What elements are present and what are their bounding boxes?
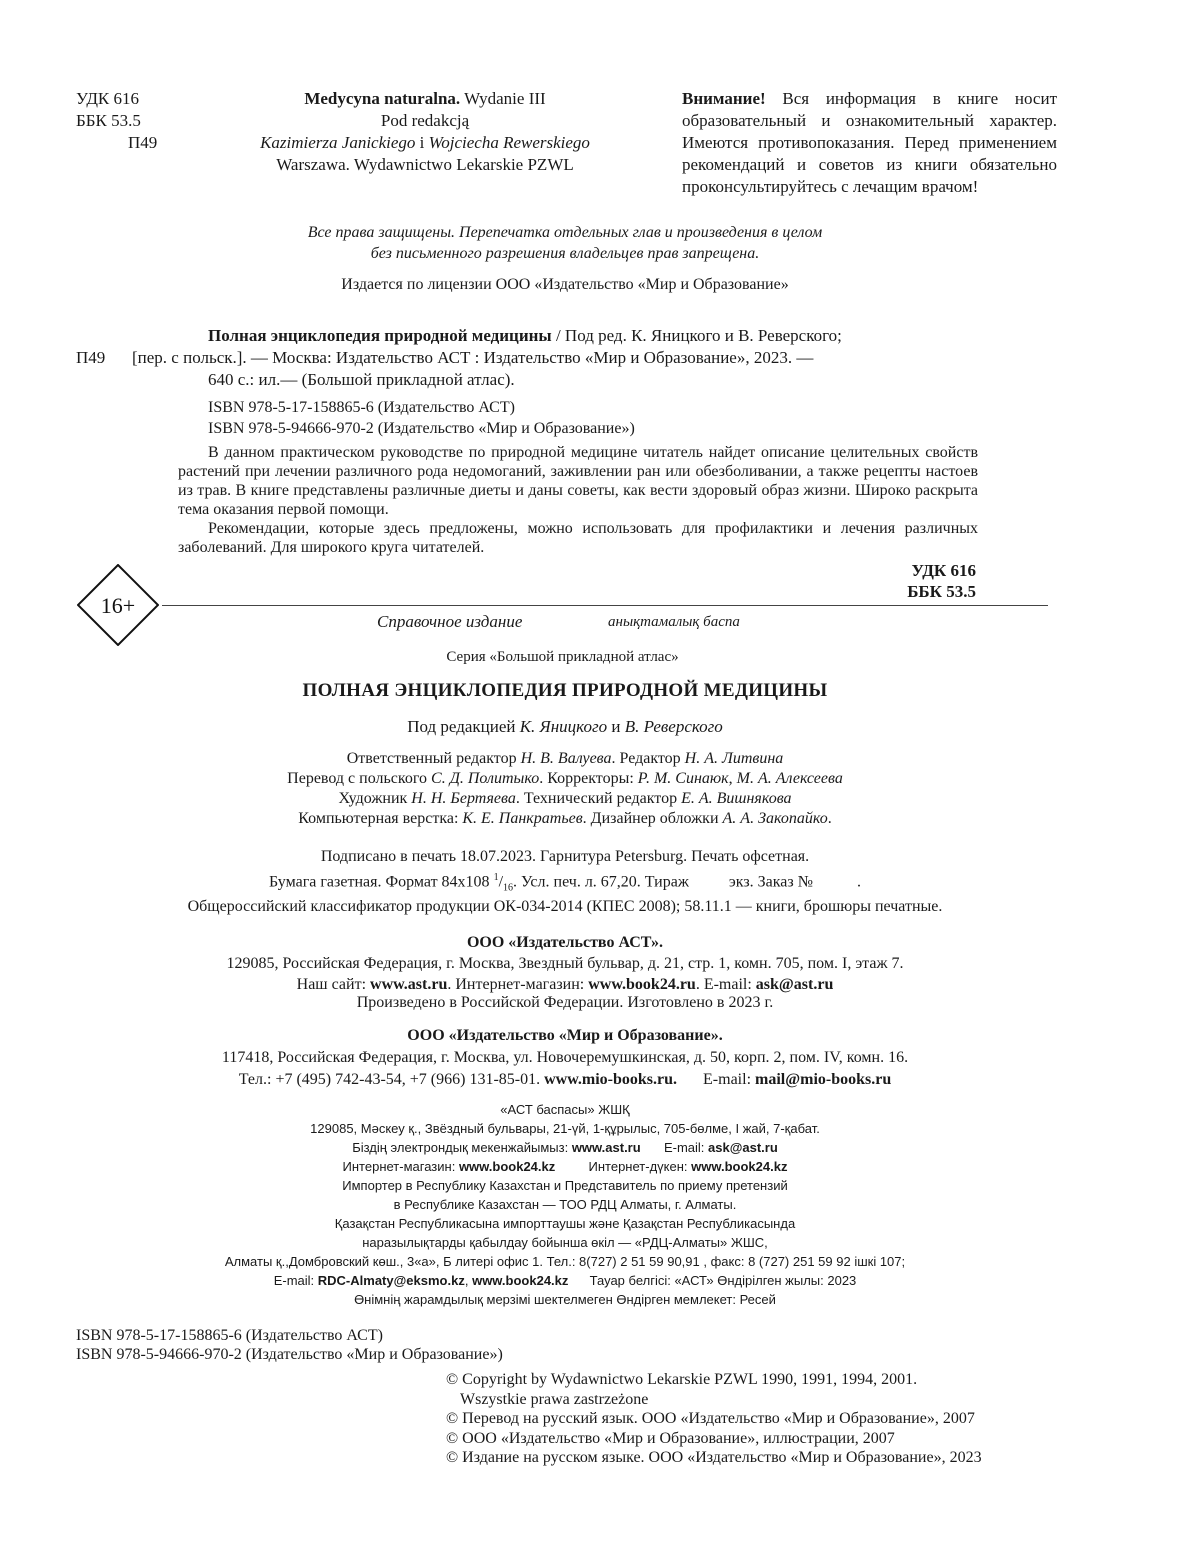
original-edition-info: Medycyna naturalna. Wydanie III Pod redakcją Kazimierza Janickiego i Wojciecha Rewerskiego Warszawa. Wydawnictwo Lekarskie PZWL [215, 88, 635, 176]
kazakhstan-info: «АСТ баспасы» ЖШҚ 129085, Мәскеу қ., Звёздный бульвары, 21-үй, 1-құрылыс, 705-бөлме, I жай, 7-қабат. Біздің электрондық мекенжайымыз: www.ast.ru E-mail: ask@ast.ru Интернет-магазин: www.book24.kz Интернет-дүкен: www.book24.kz Импортер в Республику Казахстан и Представитель по приему претензий в Республике Казахстан — ТОО РДЦ Алматы, г. Алматы. Қазақстан Республикасына импорттаушы және Қазақстан Республикасында наразылықтарды қабылдау бойынша өкіл — «РДЦ-Алматы» ЖШС, Алматы қ.,Домбровский көш., 3«а», Б литері офис 1. Тел.: 8(727) 2 51 59 90,91 , факс: 8 (727) 251 59 92 ішкі 107; E-mail: RDC-Almaty@eksmo.kz, www.book24.kz Тауар белгісі: «АСТ» Өндірілген жылы: 2023 Өнімнің жарамдылық мерзімі шектелмеген Өндірген мемлекет: Ресей [224, 1102, 906, 1307]
staff-role: . Корректоры: [539, 770, 638, 787]
reference-edition-ru: Справочное издание [377, 612, 523, 631]
isbn-mio: ISBN 978-5-94666-970-2 (Издательство «Мир и Образование») [208, 420, 635, 437]
main-title: ПОЛНАЯ ЭНЦИКЛОПЕДИЯ ПРИРОДНОЙ МЕДИЦИНЫ [302, 680, 828, 701]
print-details: Подписано в печать 18.07.2023. Гарнитура Petersburg. Печать офсетная. Бумага газетная. Формат 84х108 $^1/_{16}$. Усл. печ. л. 67,20. Тираж экз. Заказ № . [269, 848, 861, 894]
staff-line [0, 769, 1130, 789]
original-editor-2: Wojciecha Rewerskiego [428, 133, 590, 152]
kz-rdc-email-link[interactable]: RDC-Almaty@eksmo.kz [317, 1273, 465, 1288]
staff-line [0, 789, 1130, 809]
abstract-paragraph: В данном практическом руководстве по природной медицине читатель найдет описание целительных свойств растений при лечении различного рода недомоганий, заживлении ран или обезболивании, а также рецепты настоев из трав. В книге представлены различные диеты и даны советы, как вести здоровый образ жизни. Широко раскрыта тема оказания первой помощи. [178, 444, 978, 518]
reference-edition-kz: анықтамалық баспа [608, 614, 740, 630]
staff-name: Н. А. Литвина [684, 750, 784, 767]
staff-name: Н. Н. Бертяева [411, 790, 516, 807]
staff-role: . Технический редактор [515, 790, 682, 807]
author-mark-biblio: П49 [76, 348, 106, 367]
staff-role: . [827, 810, 832, 827]
publisher-mio: ООО «Издательство «Мир и Образование». 117418, Российская Федерация, г. Москва, ул. Новочеремушкинская, д. 50, корп. 2, пом. IV, комн. 16. Тел.: +7 (495) 742-43-54, +7 (966) 131-85-01. www.mio-books.ru. E-mail: mail@mio-books.ru [0, 1025, 1130, 1091]
product-classifier: Общероссийский классификатор продукции ОК-034-2014 (КПЕС 2008); 58.11.1 — книги, брошюры печатные. [187, 898, 943, 915]
kz-shop-link[interactable]: www.book24.kz [458, 1159, 556, 1174]
staff-role: . Дизайнер обложки [582, 810, 723, 827]
mio-address: 117418, Российская Федерация, г. Москва, ул. Новочеремушкинская, д. 50, корп. 2, пом. IV, комн. 16. [221, 1049, 909, 1066]
staff-role: , [728, 770, 737, 787]
diamond-icon [77, 564, 159, 646]
ast-shop-link[interactable]: www.book24.ru [588, 976, 696, 993]
license-notice: Издается по лицензии ООО «Издательство «Мир и Образование» [341, 276, 789, 293]
rights-notice: Все права защищены. Перепечатка отдельных глав и произведения в целом без письменного разрешения владельцев прав запрещена. [307, 224, 823, 262]
age-rating-badge [77, 564, 159, 646]
biblio-title: Полная энциклопедия природной медицины [208, 326, 552, 345]
mio-email-link[interactable]: mail@mio-books.ru [755, 1071, 892, 1088]
author-mark: П49 [128, 133, 158, 152]
staff-name: Н. В. Валуева [520, 750, 612, 767]
staff-role: Художник [338, 790, 412, 807]
ast-name: ООО «Издательство АСТ». [466, 934, 664, 951]
staff-credits [0, 749, 1130, 829]
series: Серия «Большой прикладной атлас» [446, 649, 679, 665]
abstract [178, 443, 978, 557]
isbn-ast: ISBN 978-5-17-158865-6 (Издательство АСТ) [208, 399, 515, 416]
udk-code: УДК 616 [76, 89, 140, 108]
isbn-block [208, 397, 635, 439]
staff-role: Компьютерная верстка: [298, 810, 463, 827]
staff-name: А. А. Закопайко [722, 810, 828, 827]
kz-email-link[interactable]: ask@ast.ru [708, 1140, 778, 1155]
warning-text: Вся информация в книге носит образовательный и ознакомительный характер. Имеются противопоказания. Перед применением рекомендаций и советов из книги обязательно проконсультируйтесь с лечащим врачом! [682, 89, 1057, 196]
staff-name: С. Д. Политыко [431, 770, 540, 787]
staff-name: К. Е. Панкратьев [462, 810, 583, 827]
staff-line [0, 749, 1130, 769]
ast-site-link[interactable]: www.ast.ru [370, 976, 448, 993]
kz-book24-link[interactable]: www.book24.kz [472, 1273, 569, 1288]
staff-role: Перевод с польского [287, 770, 432, 787]
editors-line: Под редакцией К. Яницкого и В. Реверского [407, 717, 723, 736]
original-editor-1: Kazimierza Janickiego [260, 133, 416, 152]
staff-name: М. А. Алексеева [736, 770, 843, 787]
isbn-bottom: ISBN 978-5-17-158865-6 (Издательство АСТ) ISBN 978-5-94666-970-2 (Издательство «Мир и Образование») [76, 1327, 503, 1363]
kz-shop-link-2[interactable]: www.book24.kz [691, 1159, 788, 1174]
bbk-code: ББК 53.5 [76, 111, 141, 130]
staff-role: . Редактор [611, 750, 685, 767]
publisher-ast: ООО «Издательство АСТ». 129085, Российская Федерация, г. Москва, Звездный бульвар, д. 21, стр. 1, комн. 705, пом. I, этаж 7. Наш сайт: www.ast.ru. Интернет-магазин: www.book24.ru. E-mail: ask@ast.ru [0, 932, 1130, 995]
made-in: Произведено в Российской Федерации. Изготовлено в 2023 г. [356, 994, 774, 1011]
ast-email-link[interactable]: ask@ast.ru [755, 976, 834, 993]
warning-label: Внимание! [682, 89, 766, 108]
staff-role: Ответственный редактор [346, 750, 521, 767]
original-under-editorship: Pod redakcją [380, 111, 470, 130]
ast-address: 129085, Российская Федерация, г. Москва, Звездный бульвар, д. 21, стр. 1, комн. 705, пом. I, этаж 7. [226, 955, 904, 972]
classification-codes-right: УДК 616 ББК 53.5 [907, 561, 976, 601]
mio-site-link[interactable]: www.mio-books.ru. [544, 1071, 678, 1088]
copyright-block: © Copyright by Wydawnictwo Lekarskie PZWL 1990, 1991, 1994, 2001. Wszystkie prawa zastrzeżone © Перевод на русский язык. ООО «Издательство «Мир и Образование», 2007 © ООО «Издательство «Мир и Образование», иллюстрации, 2007 © Издание на русском языке. ООО «Издательство «Мир и Образование», 2023 [446, 1371, 982, 1466]
abstract-paragraph: Рекомендации, которые здесь предложены, можно использовать для профилактики и лечения различных заболеваний. Для широкого круга читателей. [178, 520, 978, 556]
age-rating-text: 16+ [100, 593, 136, 618]
classification-codes [76, 88, 186, 154]
original-edition: Wydanie III [464, 89, 546, 108]
original-title: Medycyna naturalna. [304, 89, 461, 108]
staff-line [0, 809, 1130, 829]
bibliographic-record: Полная энциклопедия природной медицины / Под ред. К. Яницкого и В. Реверского; П49 [пер. с польск.]. — Москва: Издательство АСТ : Издательство «Мир и Образование», 2023. — 640 с.: ил.— (Большой прикладной атлас). [76, 326, 842, 389]
divider [162, 605, 1048, 606]
staff-name: Е. А. Вишнякова [681, 790, 792, 807]
original-publisher: Warszawa. Wydawnictwo Lekarskie PZWL [276, 155, 574, 174]
kz-site-link[interactable]: www.ast.ru [571, 1140, 641, 1155]
mio-name: ООО «Издательство «Мир и Образование». [407, 1027, 723, 1044]
medical-warning [682, 88, 1057, 198]
staff-name: Р. М. Синаюк [637, 770, 729, 787]
